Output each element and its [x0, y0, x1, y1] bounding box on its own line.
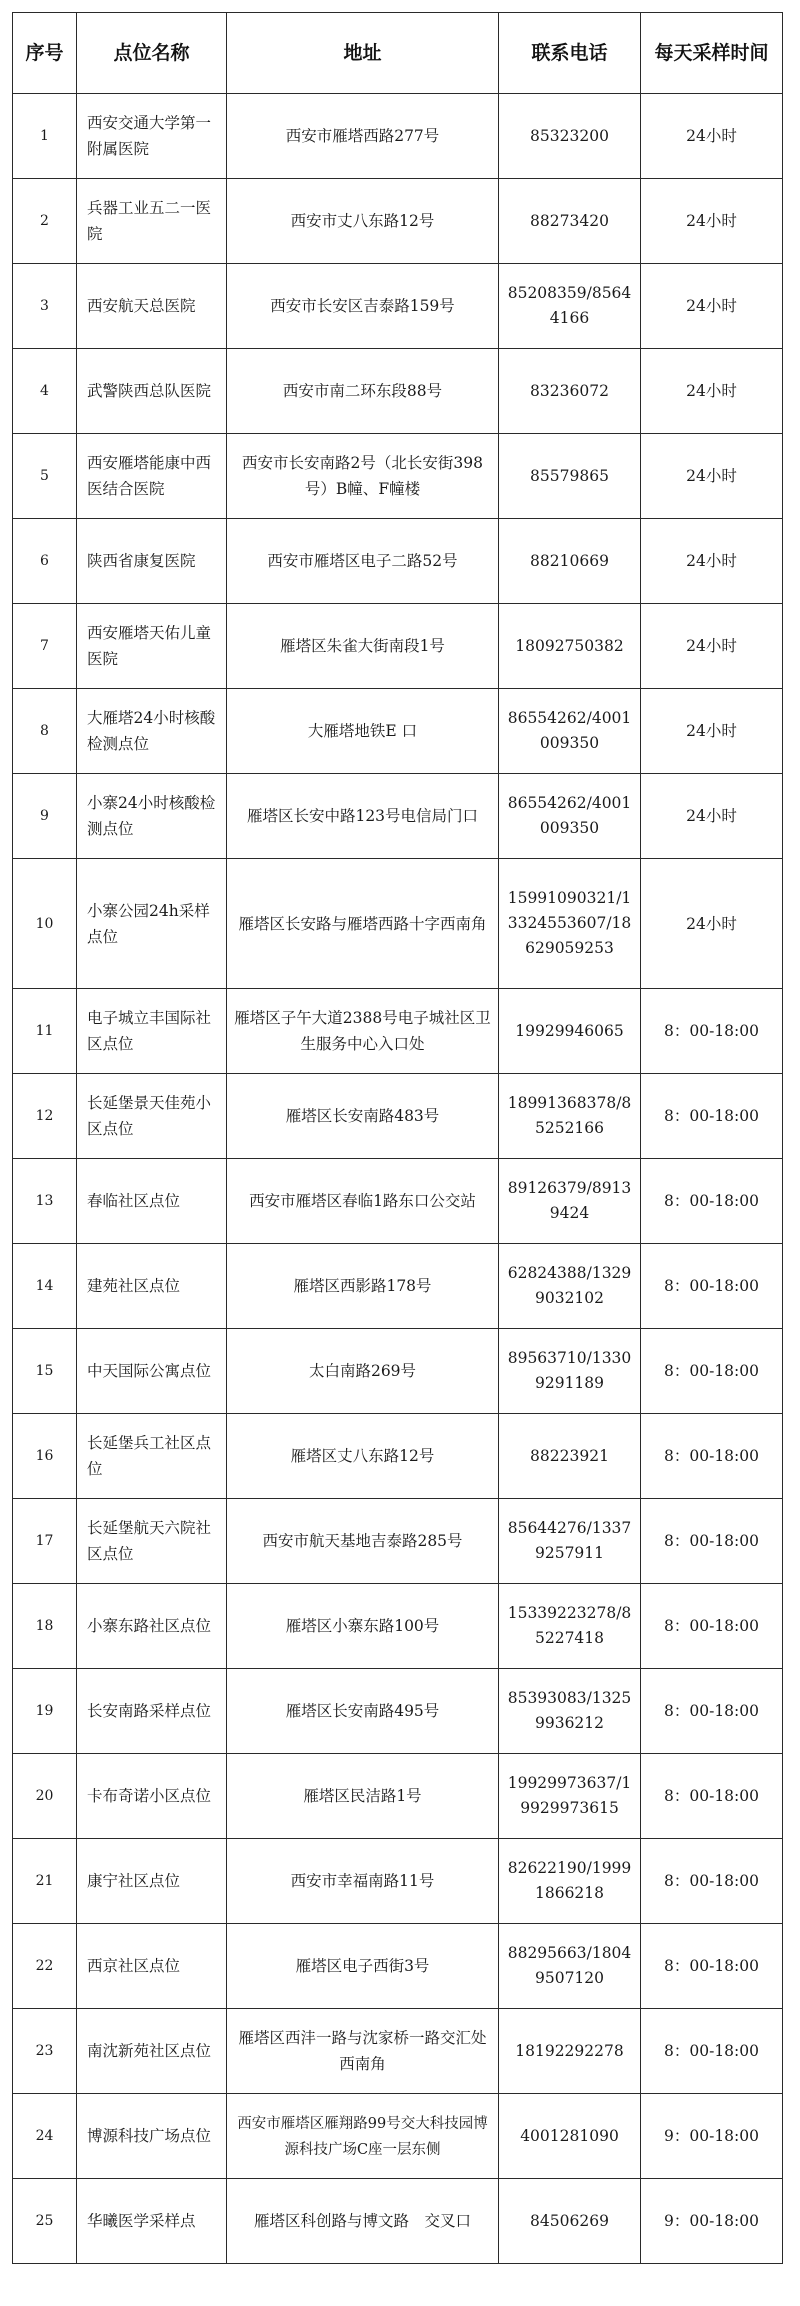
- row-no: 13: [13, 1159, 77, 1244]
- row-address: 雁塔区长安中路123号电信局门口: [227, 774, 499, 859]
- row-name: 大雁塔24小时核酸检测点位: [77, 689, 227, 774]
- row-address: 雁塔区朱雀大街南段1号: [227, 604, 499, 689]
- row-phone: 84506269: [499, 2179, 641, 2264]
- table-row: [13, 1584, 783, 1669]
- row-phone: 18991368378/85252166: [499, 1074, 641, 1159]
- row-phone: 15339223278/85227418: [499, 1584, 641, 1669]
- row-address: 西安市丈八东路12号: [227, 179, 499, 264]
- row-phone: 19929973637/19929973615: [499, 1754, 641, 1839]
- row-phone: 86554262/4001009350: [499, 774, 641, 859]
- table-row: [13, 94, 783, 179]
- row-time: 9：00-18:00: [641, 2094, 783, 2179]
- row-name: 康宁社区点位: [77, 1839, 227, 1924]
- table-row: [13, 604, 783, 689]
- row-name: 小寨东路社区点位: [77, 1584, 227, 1669]
- row-time: 8：00-18:00: [641, 2009, 783, 2094]
- row-name: 电子城立丰国际社区点位: [77, 989, 227, 1074]
- row-time: 24小时: [641, 604, 783, 689]
- table-row: [13, 989, 783, 1074]
- row-time: 8：00-18:00: [641, 1584, 783, 1669]
- row-time: 24小时: [641, 179, 783, 264]
- sampling-sites-sheet: [12, 12, 782, 2264]
- row-name: 小寨24小时核酸检测点位: [77, 774, 227, 859]
- row-name: 西京社区点位: [77, 1924, 227, 2009]
- table-row: [13, 1244, 783, 1329]
- row-address: 雁塔区电子西街3号: [227, 1924, 499, 2009]
- row-no: 12: [13, 1074, 77, 1159]
- row-address: 西安市南二环东段88号: [227, 349, 499, 434]
- row-no: 7: [13, 604, 77, 689]
- row-name: 博源科技广场点位: [77, 2094, 227, 2179]
- row-no: 2: [13, 179, 77, 264]
- table-row: [13, 179, 783, 264]
- row-no: 10: [13, 859, 77, 989]
- row-address: 雁塔区小寨东路100号: [227, 1584, 499, 1669]
- row-time: 8：00-18:00: [641, 1159, 783, 1244]
- row-phone: 85208359/85644166: [499, 264, 641, 349]
- row-address: 西安市幸福南路11号: [227, 1839, 499, 1924]
- row-name: 武警陕西总队医院: [77, 349, 227, 434]
- row-address: 雁塔区科创路与博文路 交叉口: [227, 2179, 499, 2264]
- row-phone: 88273420: [499, 179, 641, 264]
- table-row: [13, 1159, 783, 1244]
- row-name: 陕西省康复医院: [77, 519, 227, 604]
- header-name: 点位名称: [77, 13, 227, 94]
- row-address: [227, 2094, 499, 2179]
- row-time: 24小时: [641, 689, 783, 774]
- row-phone: 88223921: [499, 1414, 641, 1499]
- row-address: 雁塔区丈八东路12号: [227, 1414, 499, 1499]
- table-row: [13, 264, 783, 349]
- row-name: 春临社区点位: [77, 1159, 227, 1244]
- row-name: 兵器工业五二一医院: [77, 179, 227, 264]
- row-no: 16: [13, 1414, 77, 1499]
- row-name: 华曦医学采样点: [77, 2179, 227, 2264]
- row-time: 8：00-18:00: [641, 1244, 783, 1329]
- row-phone: 18092750382: [499, 604, 641, 689]
- row-no: 20: [13, 1754, 77, 1839]
- row-time: 8：00-18:00: [641, 1839, 783, 1924]
- row-time: 24小时: [641, 94, 783, 179]
- row-phone: 88295663/18049507120: [499, 1924, 641, 2009]
- row-time: 24小时: [641, 774, 783, 859]
- row-time: 24小时: [641, 859, 783, 989]
- table-row: [13, 1499, 783, 1584]
- row-phone: 85393083/13259936212: [499, 1669, 641, 1754]
- table-header-row: [13, 13, 783, 94]
- row-no: 25: [13, 2179, 77, 2264]
- row-time: 8：00-18:00: [641, 1754, 783, 1839]
- table-row: [13, 1754, 783, 1839]
- row-no: 24: [13, 2094, 77, 2179]
- row-phone: 15991090321/13324553607/18629059253: [499, 859, 641, 989]
- row-no: 19: [13, 1669, 77, 1754]
- row-name: 西安航天总医院: [77, 264, 227, 349]
- row-no: 9: [13, 774, 77, 859]
- row-time: 8：00-18:00: [641, 1924, 783, 2009]
- row-name: 长延堡航天六院社区点位: [77, 1499, 227, 1584]
- row-address: 雁塔区西影路178号: [227, 1244, 499, 1329]
- table-row: [13, 689, 783, 774]
- row-address: 雁塔区民洁路1号: [227, 1754, 499, 1839]
- row-address: 雁塔区子午大道2388号电子城社区卫生服务中心入口处: [227, 989, 499, 1074]
- header-address: 地址: [227, 13, 499, 94]
- row-address: 雁塔区西沣一路与沈家桥一路交汇处西南角: [227, 2009, 499, 2094]
- row-phone: 18192292278: [499, 2009, 641, 2094]
- row-no: 11: [13, 989, 77, 1074]
- row-name: 南沈新苑社区点位: [77, 2009, 227, 2094]
- row-time: 24小时: [641, 519, 783, 604]
- row-phone: 83236072: [499, 349, 641, 434]
- row-name: 长延堡兵工社区点位: [77, 1414, 227, 1499]
- row-name: 西安交通大学第一附属医院: [77, 94, 227, 179]
- row-time: 8：00-18:00: [641, 989, 783, 1074]
- row-address: 雁塔区长安路与雁塔西路十字西南角: [227, 859, 499, 989]
- row-no: 5: [13, 434, 77, 519]
- row-address-text: 西安市雁塔区雁翔路99号交大科技园博源科技广场C座一层东侧: [237, 2116, 488, 2158]
- row-address: 西安市雁塔区电子二路52号: [227, 519, 499, 604]
- table-row: [13, 1074, 783, 1159]
- row-name: 中天国际公寓点位: [77, 1329, 227, 1414]
- table-row: [13, 1414, 783, 1499]
- row-address: 雁塔区长安南路483号: [227, 1074, 499, 1159]
- row-no: 8: [13, 689, 77, 774]
- row-time: 8：00-18:00: [641, 1499, 783, 1584]
- row-time: 9：00-18:00: [641, 2179, 783, 2264]
- row-no: 15: [13, 1329, 77, 1414]
- table-row: [13, 2179, 783, 2264]
- row-name: 长延堡景天佳苑小区点位: [77, 1074, 227, 1159]
- row-address: 西安市雁塔区春临1路东口公交站: [227, 1159, 499, 1244]
- row-phone: 85323200: [499, 94, 641, 179]
- row-address: 西安市长安区吉泰路159号: [227, 264, 499, 349]
- table-row: [13, 434, 783, 519]
- row-time: 8：00-18:00: [641, 1074, 783, 1159]
- row-no: 6: [13, 519, 77, 604]
- row-name: 西安雁塔能康中西医结合医院: [77, 434, 227, 519]
- header-phone: 联系电话: [499, 13, 641, 94]
- header-no: 序号: [13, 13, 77, 94]
- row-time: 8：00-18:00: [641, 1669, 783, 1754]
- row-phone: 85579865: [499, 434, 641, 519]
- table-row: [13, 1329, 783, 1414]
- row-name: 长安南路采样点位: [77, 1669, 227, 1754]
- row-phone: 85644276/13379257911: [499, 1499, 641, 1584]
- row-no: 22: [13, 1924, 77, 2009]
- table-row: [13, 1839, 783, 1924]
- row-time: 24小时: [641, 349, 783, 434]
- row-time: 8：00-18:00: [641, 1414, 783, 1499]
- table-row: [13, 519, 783, 604]
- row-name: 卡布奇诺小区点位: [77, 1754, 227, 1839]
- row-phone: 86554262/4001009350: [499, 689, 641, 774]
- row-phone: 89563710/13309291189: [499, 1329, 641, 1414]
- row-phone: 4001281090: [499, 2094, 641, 2179]
- table-row: [13, 1669, 783, 1754]
- header-time: 每天采样时间: [641, 13, 783, 94]
- row-address: 太白南路269号: [227, 1329, 499, 1414]
- row-phone: 19929946065: [499, 989, 641, 1074]
- row-no: 21: [13, 1839, 77, 1924]
- row-time: 8：00-18:00: [641, 1329, 783, 1414]
- row-address: 大雁塔地铁E 口: [227, 689, 499, 774]
- row-no: 1: [13, 94, 77, 179]
- row-no: 3: [13, 264, 77, 349]
- row-no: 17: [13, 1499, 77, 1584]
- row-time: 24小时: [641, 434, 783, 519]
- row-address: 西安市长安南路2号（北长安街398号）B幢、F幢楼: [227, 434, 499, 519]
- row-no: 23: [13, 2009, 77, 2094]
- row-address: 西安市雁塔西路277号: [227, 94, 499, 179]
- row-name: 小寨公园24h采样点位: [77, 859, 227, 989]
- row-no: 14: [13, 1244, 77, 1329]
- row-time: 24小时: [641, 264, 783, 349]
- table-row: [13, 859, 783, 989]
- row-phone: 88210669: [499, 519, 641, 604]
- row-address: 雁塔区长安南路495号: [227, 1669, 499, 1754]
- row-phone: 82622190/19991866218: [499, 1839, 641, 1924]
- row-name: 西安雁塔天佑儿童医院: [77, 604, 227, 689]
- row-no: 18: [13, 1584, 77, 1669]
- table-row: [13, 2009, 783, 2094]
- row-address: 西安市航天基地吉泰路285号: [227, 1499, 499, 1584]
- row-phone: 62824388/13299032102: [499, 1244, 641, 1329]
- table-row: [13, 349, 783, 434]
- table-row: [13, 1924, 783, 2009]
- table-row: [13, 774, 783, 859]
- row-phone: 89126379/89139424: [499, 1159, 641, 1244]
- sampling-sites-table: [12, 12, 783, 2264]
- row-name: 建苑社区点位: [77, 1244, 227, 1329]
- table-row: [13, 2094, 783, 2179]
- row-no: 4: [13, 349, 77, 434]
